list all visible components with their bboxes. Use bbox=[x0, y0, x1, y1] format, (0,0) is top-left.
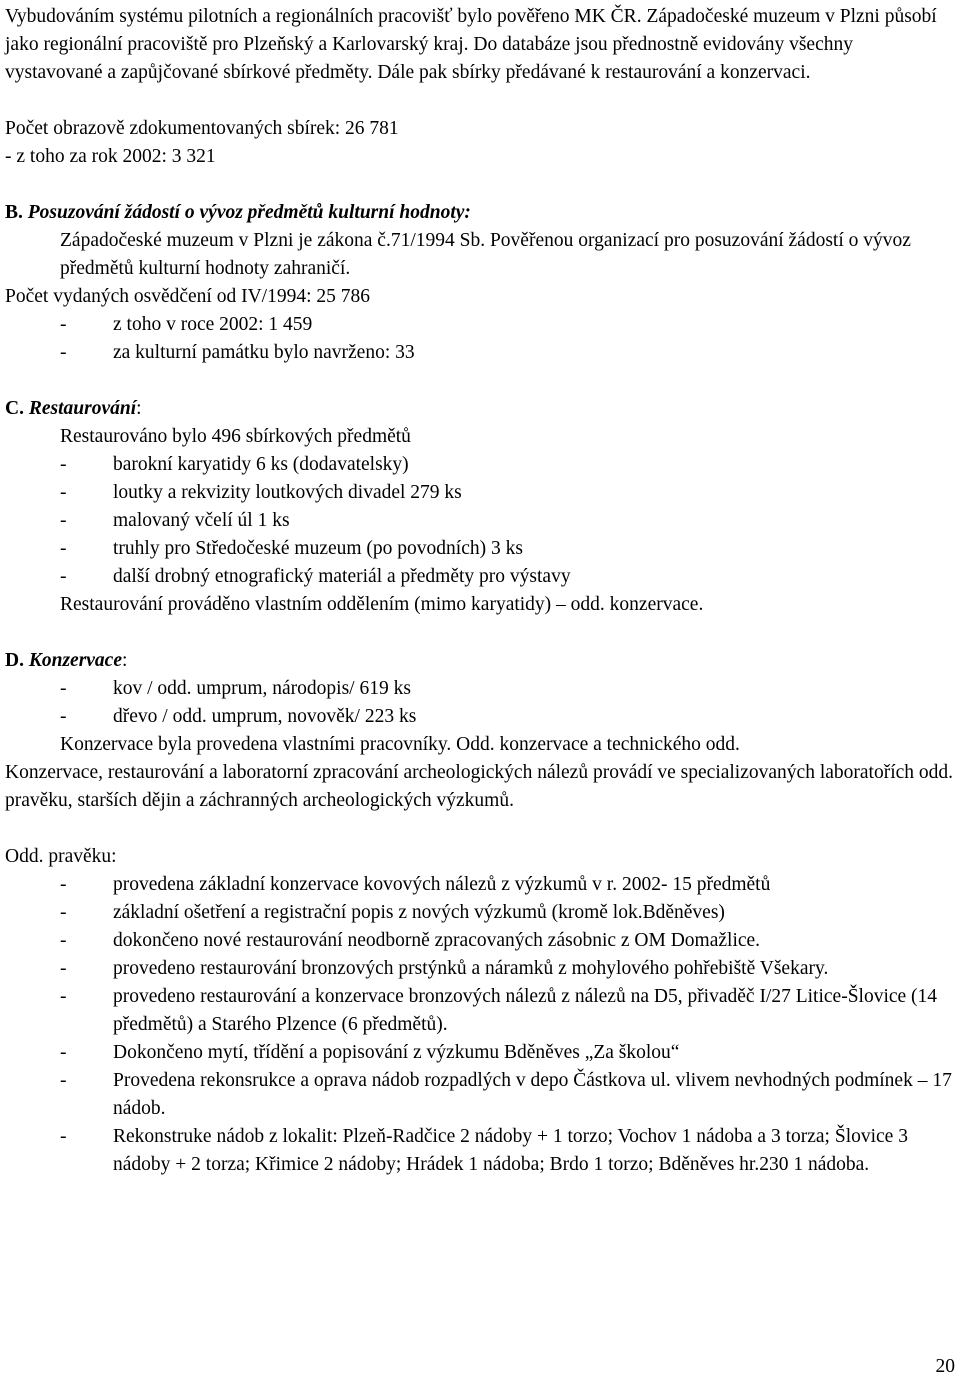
list-item: - Provedena rekonsrukce a oprava nádob rozpadlých v depo Částkova ul. vlivem nevhodných podmínek – 17 nádob. bbox=[60, 1070, 952, 1119]
section-b-text: Západočeské muzeum v Plzni je zákona č.71/1994 Sb. Pověřenou organizací pro posuzování žádostí o vývoz předmětů kulturní hodnoty zahraničí. bbox=[60, 230, 911, 279]
section-d-letter: D. bbox=[5, 650, 24, 671]
section-d-title: Konzervace bbox=[28, 650, 122, 671]
stat-documented-2002: - z toho za rok 2002: 3 321 bbox=[5, 146, 216, 167]
list-item: - provedeno restaurování a konzervace bronzových nálezů z nálezů na D5, přivaděč I/27 Litice-Šlovice (14 předmětů) a Starého Plzence (6 předmětů). bbox=[60, 986, 938, 1035]
list-item: - provedeno restaurování bronzových prstýnků a náramků z mohylového pohřebiště Všekary. bbox=[60, 958, 829, 979]
section-d-outro-1: Konzervace byla provedena vlastními pracovníky. Odd. konzervace a technického odd. bbox=[60, 734, 740, 755]
stat-documented: Počet obrazově zdokumentovaných sbírek: 26 781 bbox=[5, 118, 399, 139]
list-item: - Rekonstruke nádob z lokalit: Plzeň-Radčice 2 nádoby + 1 torzo; Vochov 1 nádoba a 3 torza; Šlovice 3 nádoby + 2 torza; Křimice 2 nádoby; Hrádek 1 nádoba; Brdo 1 torzo; Bděněves hr.230 1 nádoba. bbox=[60, 1126, 908, 1175]
section-c-outro: Restaurování prováděno vlastním oddělením (mimo karyatidy) – odd. konzervace. bbox=[60, 594, 704, 615]
pravek-heading: Odd. pravěku: bbox=[5, 846, 117, 867]
list-item: - základní ošetření a registrační popis z nových výzkumů (kromě lok.Bděněves) bbox=[60, 902, 725, 923]
list-item: - dokončeno nové restaurování neodborně zpracovaných zásobnic z OM Domažlice. bbox=[60, 930, 761, 951]
list-item: - další drobný etnografický materiál a předměty pro výstavy bbox=[60, 566, 571, 587]
section-b-heading bbox=[5, 199, 955, 227]
section-d-outro-2: Konzervace, restaurování a laboratorní zpracování archeologických nálezů provádí ve specializovaných laboratořích odd. pravěku, starších dějin a záchranných archeologických výzkumů. bbox=[5, 762, 954, 811]
document-page bbox=[5, 3, 955, 1179]
list-item: - kov / odd. umprum, národopis/ 619 ks bbox=[60, 678, 411, 699]
section-b-title: Posuzování žádostí o vývoz předmětů kulturní hodnoty: bbox=[27, 202, 471, 223]
list-item: - provedena základní konzervace kovových nálezů z výzkumů v r. 2002- 15 předmětů bbox=[60, 874, 771, 895]
section-c-letter: C. bbox=[5, 398, 24, 419]
list-item: - za kulturní památku bylo navrženo: 33 bbox=[60, 342, 415, 363]
list-item: - Dokončeno mytí, třídění a popisování z výzkumu Bděněves „Za školou“ bbox=[60, 1042, 680, 1063]
section-d-heading: D. Konzervace: bbox=[5, 650, 128, 671]
section-c-intro: Restaurováno bylo 496 sbírkových předmětů bbox=[60, 426, 411, 447]
section-b-count: Počet vydaných osvědčení od IV/1994: 25 786 bbox=[5, 286, 371, 307]
list-item: - dřevo / odd. umprum, novověk/ 223 ks bbox=[60, 706, 417, 727]
list-item: - truhly pro Středočeské muzeum (po povodních) 3 ks bbox=[60, 538, 523, 559]
section-c-title: Restaurování bbox=[28, 398, 137, 419]
section-c-heading: C. Restaurování: bbox=[5, 398, 142, 419]
intro-paragraph: Vybudováním systému pilotních a regionálních pracovišť bylo pověřeno MK ČR. Západočeské muzeum v Plzni působí jako regionální pracoviště pro Plzeňský a Karlovarský kraj. Do databáze jsou přednostně evidovány všechny vystavované a zapůjčované sbírkové předměty. Dále pak sbírky předávané k restaurování a konzervaci. bbox=[5, 6, 937, 83]
section-b-letter: B. bbox=[5, 202, 23, 223]
list-item: - z toho v roce 2002: 1 459 bbox=[60, 314, 313, 335]
page-number: 20 bbox=[935, 1356, 955, 1377]
list-item: - barokní karyatidy 6 ks (dodavatelsky) bbox=[60, 454, 409, 475]
list-item: - malovaný včelí úl 1 ks bbox=[60, 510, 290, 531]
list-item: - loutky a rekvizity loutkových divadel 279 ks bbox=[60, 482, 462, 503]
